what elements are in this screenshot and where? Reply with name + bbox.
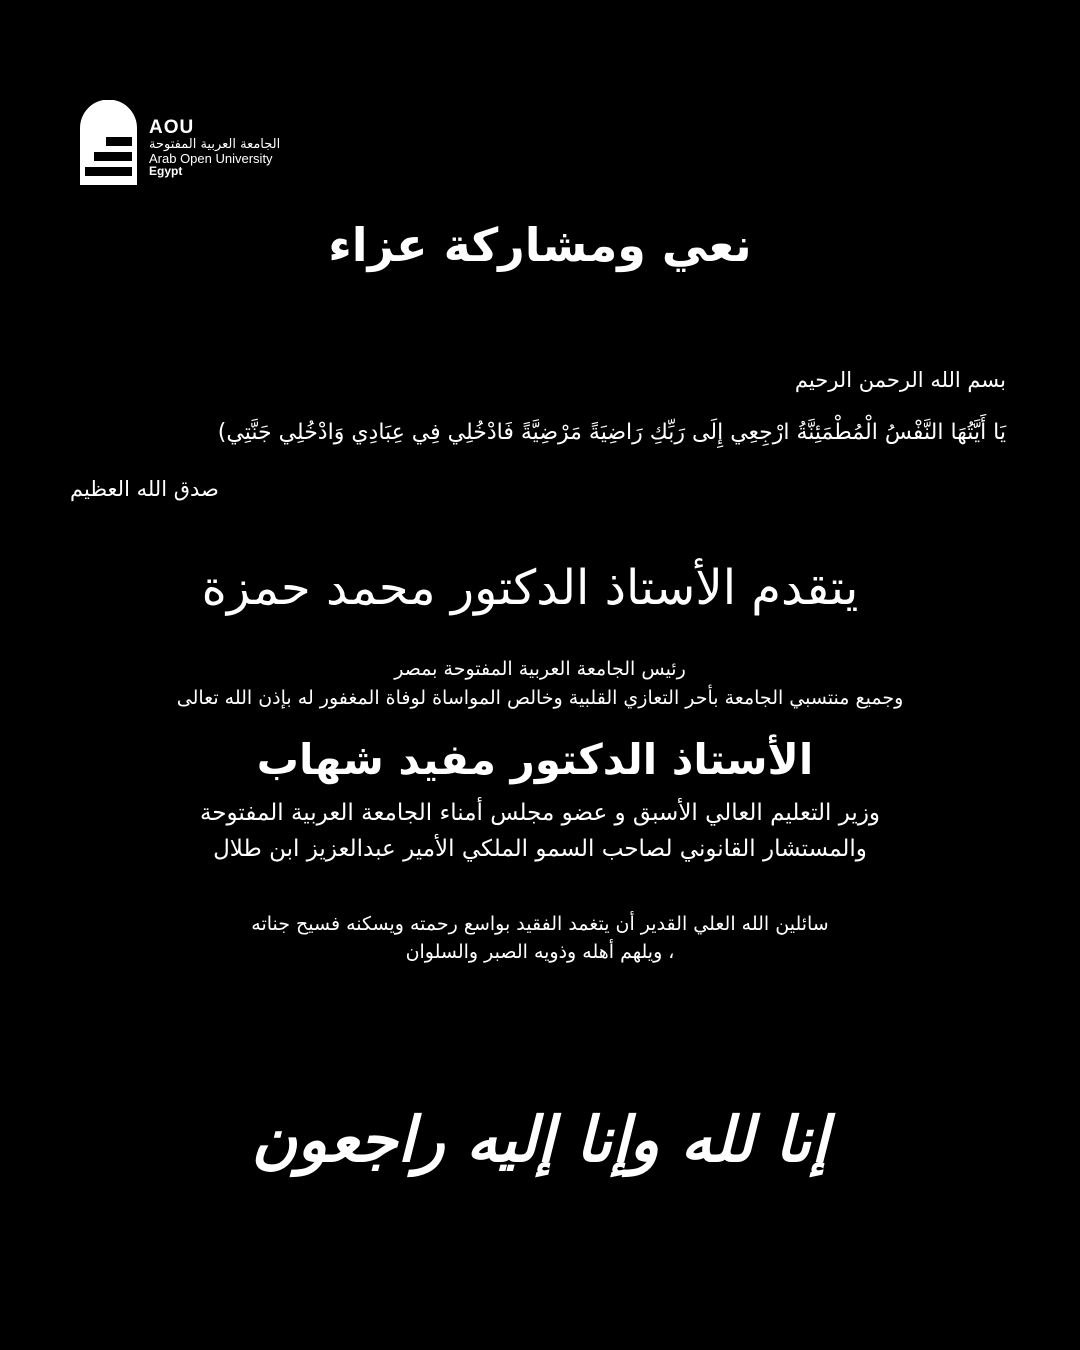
deceased-desc-line1: وزير التعليم العالي الأسبق و عضو مجلس أمناء الجامعة العربية المفتوحة bbox=[199, 800, 881, 826]
sender-block bbox=[0, 655, 1080, 713]
sender-line: يتقدم الأستاذ الدكتور محمد حمزة bbox=[201, 560, 859, 616]
logo-abbr: AOU bbox=[149, 117, 195, 138]
condolence-message: وجميع منتسبي الجامعة بأحر التعازي القلبية وخالص المواساة لوفاة المغفور له بإذن الله تعالى bbox=[176, 687, 904, 709]
quran-verse: يَا أَيَّتُهَا النَّفْسُ الْمُطْمَئِنَّةُ ارْجِعِي إِلَى رَبِّكِ رَاضِيَةً مَرْضِيَّةً فَادْخُلِي فِي عِبَادِي وَادْخُلِي جَنَّتِي) bbox=[217, 420, 1006, 445]
prayer-block bbox=[0, 910, 1080, 966]
quran-closing: صدق الله العظيم bbox=[70, 477, 219, 501]
deceased-description bbox=[0, 795, 1080, 867]
logo-name-ar: الجامعة العربية المفتوحة bbox=[149, 136, 281, 152]
calligraphy-image bbox=[245, 1070, 835, 1210]
deceased-desc-line2: والمستشار القانوني لصاحب السمو الملكي الأمير عبدالعزيز ابن طلال bbox=[213, 836, 867, 862]
logo-text bbox=[149, 100, 280, 178]
logo-name-en: Arab Open University bbox=[149, 150, 273, 166]
aou-building-icon bbox=[80, 100, 137, 185]
prayer-line2: ، ويلهم أهله وذويه الصبر والسلوان bbox=[405, 941, 675, 963]
logo-country: Egypt bbox=[149, 164, 183, 179]
basmala: بسم الله الرحمن الرحيم bbox=[794, 368, 1006, 392]
page-title: نعي ومشاركة عزاء bbox=[328, 218, 752, 272]
deceased-name: الأستاذ الدكتور مفيد شهاب bbox=[256, 735, 814, 784]
prayer-line1: سائلين الله العلي القدير أن يتغمد الفقيد بواسع رحمته ويسكنه فسيح جناته bbox=[251, 913, 829, 935]
calligraphy-text: إنا لله وإنا إليه راجعون bbox=[251, 1103, 829, 1176]
sender-role: رئيس الجامعة العربية المفتوحة بمصر bbox=[394, 658, 686, 680]
aou-logo bbox=[80, 100, 280, 185]
